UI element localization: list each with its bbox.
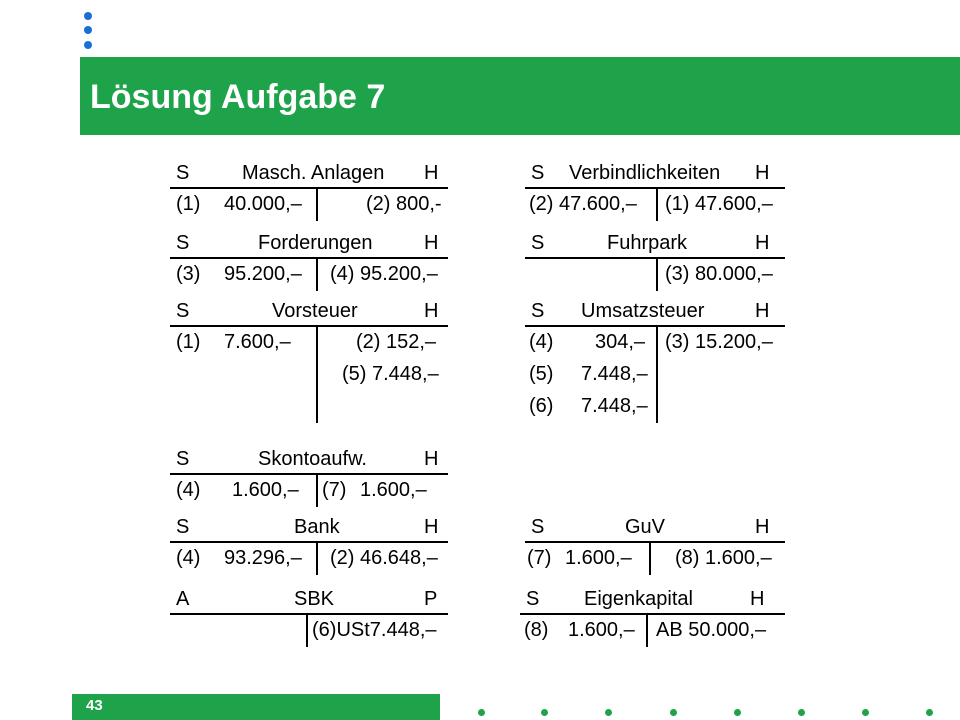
t-account-fuhrpark [525, 229, 785, 293]
account-name: Forderungen [258, 232, 373, 254]
t-account-header [170, 297, 448, 325]
debit-amount: 7.448,– [581, 395, 648, 417]
t-account-skontoaufw [170, 445, 448, 509]
footer-dot [605, 709, 612, 716]
account-name: Umsatzsteuer [581, 300, 705, 322]
debit-side-label: S [176, 300, 190, 322]
credit-side-label: H [424, 162, 439, 184]
credit-side-label: H [750, 588, 765, 610]
account-name: SBK [294, 588, 335, 610]
credit-amount: 1.600,– [360, 479, 427, 501]
t-account-header [170, 445, 448, 473]
t-account-divider [656, 257, 658, 291]
debit-amount: 1.600,– [568, 619, 635, 641]
footer-dot [541, 709, 548, 716]
account-name: Eigenkapital [584, 588, 693, 610]
debit-amount: 7.600,– [224, 331, 291, 353]
debit-amount: 304,– [595, 331, 646, 353]
account-name: Fuhrpark [607, 232, 688, 254]
footer-dot [926, 709, 933, 716]
decor-dot [84, 26, 92, 34]
debit-side-label: S [176, 448, 190, 470]
debit-amount: 7.448,– [581, 363, 648, 385]
credit-side-label: H [755, 162, 770, 184]
footer-dot [798, 709, 805, 716]
credit-ref: (7) [322, 479, 347, 501]
account-name: GuV [625, 516, 666, 538]
t-account-divider [316, 187, 318, 221]
footer-dot [670, 709, 677, 716]
account-name: Verbindlichkeiten [569, 162, 721, 184]
t-account-divider [656, 187, 658, 221]
aktiva-label: A [176, 588, 190, 610]
debit-side-label: S [531, 300, 545, 322]
debit-amount: 95.200,– [224, 263, 302, 285]
debit-ref: (6) [529, 395, 554, 417]
t-account-divider [316, 257, 318, 291]
account-name: Bank [294, 516, 340, 538]
debit-side-label: S [531, 232, 545, 254]
t-account-bank [170, 513, 448, 577]
t-account-header [525, 229, 785, 257]
t-account-header [520, 585, 785, 613]
credit-side-label: H [424, 232, 439, 254]
passiva-label: P [424, 588, 438, 610]
debit-side-label: S [526, 588, 540, 610]
credit-entry: (1) 47.600,– [665, 193, 773, 215]
footer-dot [734, 709, 741, 716]
debit-side-label: S [531, 516, 545, 538]
credit-entry: (3) 15.200,– [665, 331, 773, 353]
credit-entry: (2) 152,– [356, 331, 437, 353]
decor-dot [84, 41, 92, 49]
debit-amount: 1.600,– [565, 547, 632, 569]
title-bar [80, 57, 960, 135]
debit-amount: 93.296,– [224, 547, 302, 569]
page-title: Lösung Aufgabe 7 [90, 78, 386, 116]
debit-entry: (2) 47.600,– [529, 193, 637, 215]
debit-side-label: S [176, 232, 190, 254]
credit-entry: (6)USt7.448,– [312, 619, 437, 641]
t-account-guv [525, 513, 785, 577]
page-number: 43 [86, 697, 103, 714]
t-account-vorsteuer [170, 297, 448, 425]
t-account-header [170, 585, 448, 613]
account-name: Vorsteuer [272, 300, 358, 322]
credit-side-label: H [424, 516, 439, 538]
credit-entry: AB 50.000,– [656, 619, 767, 641]
t-account-divider [646, 613, 648, 647]
debit-ref: (4) [529, 331, 554, 353]
t-account-verbindlichkeiten [525, 159, 785, 223]
t-account-header [525, 513, 785, 541]
t-account-header [170, 513, 448, 541]
debit-side-label: S [176, 516, 190, 538]
debit-ref: (8) [524, 619, 549, 641]
t-account-umsatzsteuer [525, 297, 785, 425]
footer-dot [478, 709, 485, 716]
debit-ref: (1) [176, 193, 201, 215]
debit-amount: 40.000,– [224, 193, 302, 215]
t-account-header [525, 159, 785, 187]
t-account-header [170, 229, 448, 257]
t-account-divider [656, 325, 658, 423]
credit-entry: (2) 800,- [366, 193, 442, 215]
t-account-header [525, 297, 785, 325]
debit-ref: (4) [176, 479, 201, 501]
account-name: Skontoaufw. [258, 448, 367, 470]
debit-amount: 1.600,– [232, 479, 299, 501]
credit-entry: (2) 46.648,– [330, 547, 438, 569]
credit-entry: (8) 1.600,– [675, 547, 772, 569]
footer-bar [72, 694, 440, 720]
t-account-masch-anlagen [170, 159, 448, 223]
t-account-divider [316, 473, 318, 507]
t-account-sbk [170, 585, 448, 649]
credit-side-label: H [755, 300, 770, 322]
credit-entry: (3) 80.000,– [665, 263, 773, 285]
account-name: Masch. Anlagen [242, 162, 385, 184]
t-account-divider [316, 541, 318, 575]
credit-side-label: H [755, 232, 770, 254]
t-account-divider [649, 541, 651, 575]
debit-side-label: S [531, 162, 545, 184]
credit-entry: (5) 7.448,– [342, 363, 439, 385]
credit-entry: (4) 95.200,– [330, 263, 438, 285]
credit-side-label: H [424, 300, 439, 322]
debit-ref: (3) [176, 263, 201, 285]
decor-dot [84, 12, 92, 20]
debit-ref: (1) [176, 331, 201, 353]
debit-ref: (7) [527, 547, 552, 569]
t-account-header [170, 159, 448, 187]
t-account-divider [306, 613, 308, 647]
footer-dot [862, 709, 869, 716]
credit-side-label: H [424, 448, 439, 470]
credit-side-label: H [755, 516, 770, 538]
t-account-forderungen [170, 229, 448, 293]
debit-side-label: S [176, 162, 190, 184]
t-account-eigenkapital [520, 585, 785, 649]
t-account-divider [316, 325, 318, 423]
debit-ref: (4) [176, 547, 201, 569]
debit-ref: (5) [529, 363, 554, 385]
